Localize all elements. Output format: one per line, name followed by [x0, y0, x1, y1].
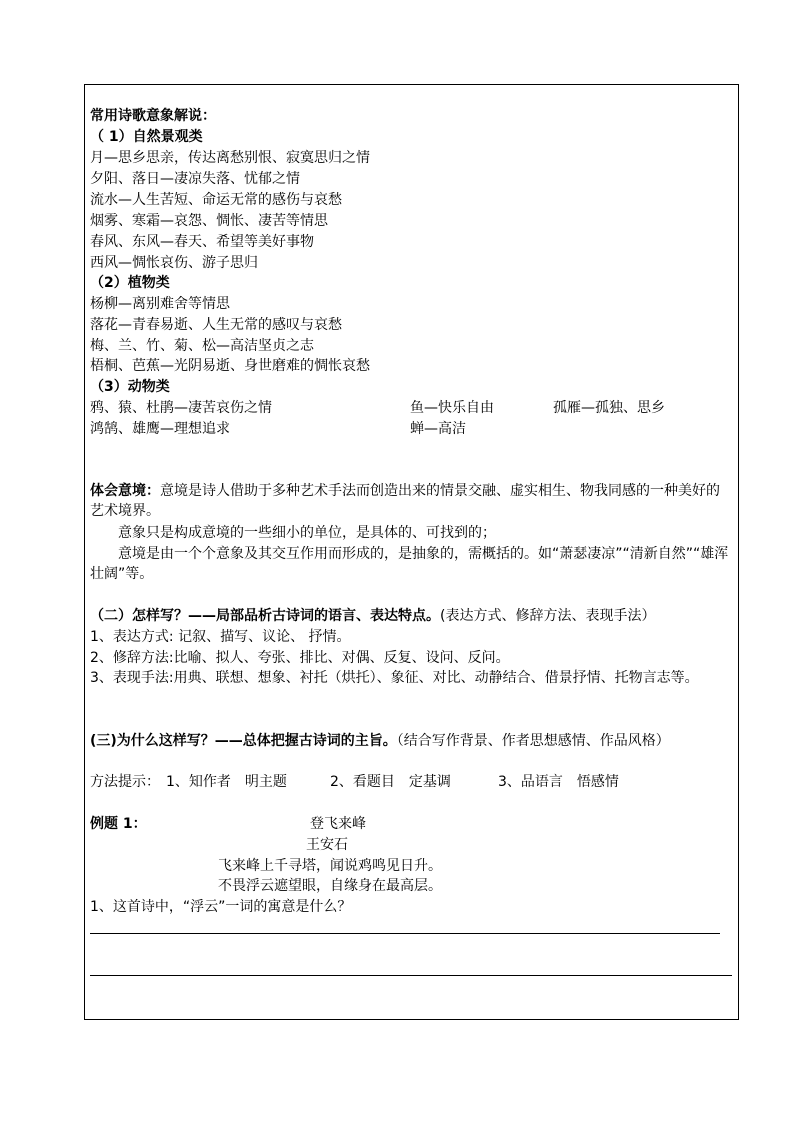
list-item: 烟雾、寒霜—哀怨、惆怅、凄苦等情思 [90, 213, 328, 229]
why-heading: (三)为什么这样写？——总体把握古诗词的主旨。 [90, 733, 397, 749]
question: 1、这首诗中，“浮云”一词的寓意是什么？ [90, 899, 352, 915]
answer-line[interactable] [90, 975, 732, 976]
poem-title: 登飞来峰 [310, 816, 366, 832]
why-heading-line [90, 731, 732, 751]
poem-line: 不畏浮云遮望眼，自缘身在最高层。 [218, 878, 442, 894]
animal-item: 蝉—高洁 [410, 421, 466, 437]
how-heading-line [90, 606, 655, 626]
tip-item: 2、看题目 定基调 [330, 774, 451, 790]
list-item: 夕阳、落日—凄凉失落、忧郁之情 [90, 171, 300, 187]
yijing-paragraph: 意象只是构成意境的一些细小的单位，是具体的、可找到的； [118, 525, 496, 541]
answer-line[interactable] [90, 933, 720, 934]
category-title-plants: （2）植物类 [90, 275, 170, 291]
list-item: 流水—人生苦短、命运无常的感伤与哀愁 [90, 192, 342, 208]
animal-item: 鸿鹄、雄鹰—理想追求 [90, 421, 230, 437]
list-item: 杨柳—离别难舍等情思 [90, 296, 230, 312]
how-note: (表达方式、修辞方法、表现手法） [440, 608, 656, 624]
list-item: 2、修辞方法:比喻、拟人、夸张、排比、对偶、反复、设问、反问。 [90, 650, 510, 666]
tip-item: 3、品语言 悟感情 [498, 774, 619, 790]
section-title-imagery: 常用诗歌意象解说： [90, 108, 216, 124]
list-item: 月—思乡思亲，传达离愁别恨、寂寞思归之情 [90, 150, 370, 166]
animal-item: 孤雁—孤独、思乡 [553, 400, 665, 416]
list-item: 3、表现手法:用典、联想、想象、衬托（烘托）、象征、对比、动静结合、借景抒情、托物言志等。 [90, 670, 699, 686]
yijing-def-text: 意境是诗人借助于多种艺术手法而创造出来的情景交融、虚实相生、物我同感的一种美好的艺术境界。 [90, 483, 720, 519]
tip-item: 1、知作者 明主题 [166, 774, 287, 790]
example-label: 例题 1： [90, 816, 147, 832]
list-item: 1、表达方式: 记叙、描写、议论、 抒情。 [90, 629, 351, 645]
poem-author: 王安石 [306, 837, 348, 853]
yijing-paragraph: 意境是由一个个意象及其交互作用而形成的，是抽象的，需概括的。如“萧瑟凄凉”“清新自然”“雄浑壮阔”等。 [90, 546, 729, 582]
poem-line: 飞来峰上千寻塔，闻说鸡鸣见日升。 [218, 858, 442, 874]
list-item: 落花—青春易逝、人生无常的感叹与哀愁 [90, 317, 342, 333]
category-title-nature: （ 1）自然景观类 [90, 129, 203, 145]
animal-item: 鱼—快乐自由 [410, 400, 494, 416]
tips-label: 方法提示： [90, 774, 160, 790]
list-item: 西风—惆怅哀伤、游子思归 [90, 255, 258, 271]
yijing-definition [90, 481, 732, 521]
yijing-label: 体会意境： [90, 483, 160, 499]
category-title-animals: （3）动物类 [90, 379, 170, 395]
animal-item: 鸦、猿、杜鹃—凄苦哀伤之情 [90, 400, 272, 416]
list-item: 梧桐、芭蕉—光阴易逝、身世磨难的惆怅哀愁 [90, 358, 370, 374]
why-note: （结合写作背景、作者思想感情、作品风格） [396, 733, 670, 749]
list-item: 春风、东风—春天、希望等美好事物 [90, 234, 314, 250]
list-item: 梅、兰、竹、菊、松—高洁坚贞之志 [90, 338, 314, 354]
how-heading: （二）怎样写？——局部品析古诗词的语言、表达特点。 [90, 608, 440, 624]
